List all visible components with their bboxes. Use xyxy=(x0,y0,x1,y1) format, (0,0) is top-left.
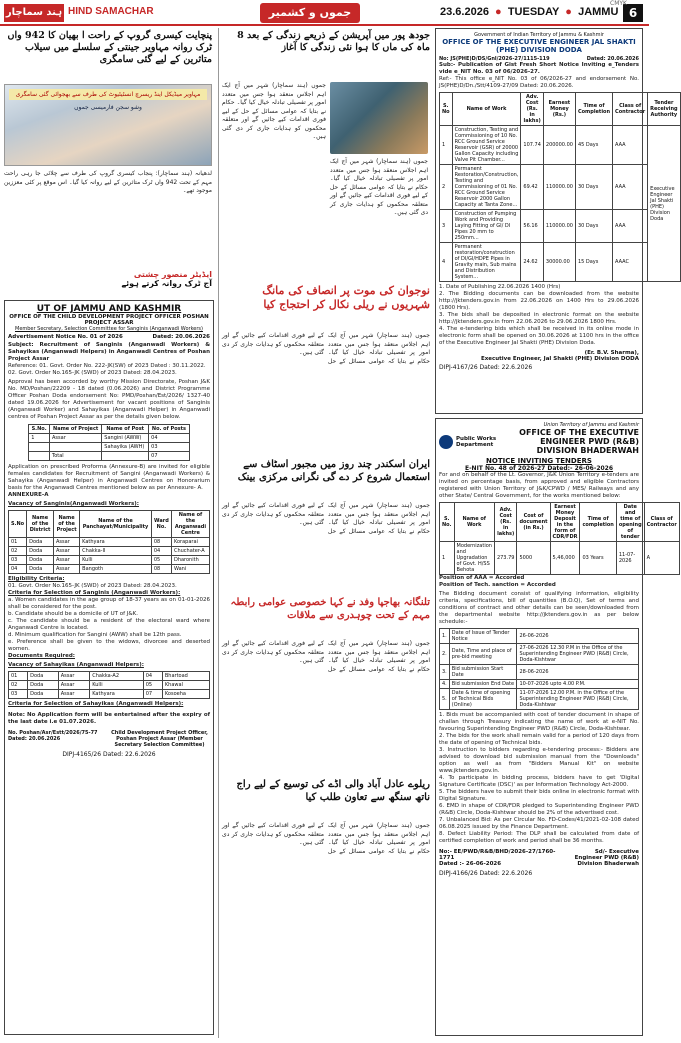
advt-ref1: Reference: 01. Govt. Order No. 222-JK(SW) of 2023 Dated : 30.11.2022. xyxy=(8,363,206,369)
table-row: 1 Assar Sangini (AWW) 04 xyxy=(29,434,190,443)
criteria-item: e. Preference shall be given to the widows, divorcee and deserted women. xyxy=(8,639,210,652)
pwd-no: No:- EE/PWD/R&B/BHD/2026-27/1760-1771 xyxy=(439,849,556,861)
js-table: S. No Name of Work Adv. Cost (Rs. in lakhs) Earnest Money (Rs.) Time of Completion Class of Contractor Tender Receiving Authority 1 Construction, Testing and Commissioning of 10 No. RCC Ground Service Reservoir (GSR) of 20000 Gallon Capacity including Valve Pit Chamber... 107.74 200000.00 45 Days AAA Executive Engineer Jal Shakti (PHE) Division Doda 2 Permanent Restoration/Construction, Testing and Commissioning of 01 No. RCC Ground Service Reservoir 2000 Gallon Capacity at Tanta Zone... 69.42 110000.00 30 Days AAA 3 Construction of Pumping Work and Providing Laying Fitting of GI/ DI Pipes 20 mm to 250mm... 56.16 110000.00 30 Days AAA 4 Permanent restoration/construction of DI/GI/HDPE Pipes in Gravity main, Sub mains and Distribution System... 24.62 30000.00 15 Days AAAC xyxy=(439,92,681,282)
left-top-headline: پنچایت کیسری گروپ کے راحت ا بھیان کا 942 واں ٹرک روانہ مہاویر جینتی کے سلسلے میں سیلاب متاثرین کے لیے گئی سامگری xyxy=(7,30,212,65)
date: 23.6.2026 xyxy=(440,6,489,18)
pwd-header xyxy=(439,428,639,455)
pwd-schedule xyxy=(439,628,639,710)
table1-header: S.No. xyxy=(29,425,50,434)
table-row: 4 Permanent restoration/construction of DI/GI/HDPE Pipes in Gravity main, Sub mains and Distribution System... 24.62 30000.00 15 Days AAAC xyxy=(440,243,681,282)
advt-annex: ANNEXURE-A xyxy=(8,492,49,498)
pwd-clause: 4. To participate in bidding process, bidders have to get 'Digital Signature Certificate (DSC)' as per Information Technology Act-2000. xyxy=(439,775,639,788)
js-sub: Sub:- Publication of Gist Fresh Short Notice Inviting e_Tenders vide e_NIT No. 03 of 06/2026-27. xyxy=(439,62,639,75)
js-note: 3. The bids shall be deposited in electronic format on the website http://jktenders.gov.in from 22.06.2026 to 29.06.2026 1800 Hrs. xyxy=(439,312,640,325)
pwd-dept: Public Works Department xyxy=(456,435,497,448)
cmyk-mark: CMYK xyxy=(610,0,627,7)
middle-body-5: جموں (ہند سماچار) شہر میں آج ایک اہم اجلاس منعقد ہوا جس میں متعدد امور پر تفصیلی تبادلہ خیال کیا گیا۔ حکام نے بتایا کہ عوامی مسائل کے حل کے لیے فوری اقدامات کیے جائیں گے اور متعلقہ محکموں کو ہدایات جاری کر دی گئی ہیں۔ xyxy=(222,822,430,855)
middle-headline-3: ایران اسکندر چند روز میں مجبور اسٹاف سے استعمال شروع کر دے گی نگرانی مرکزی بینک xyxy=(237,459,430,483)
section-title: جموں و کشمیر xyxy=(260,3,360,23)
pwd-clause: 7. Unbalanced Bid: As per Circular No. FD-Codes/41/2021-02-108 dated 06.08.2025 issued by the Finance Department. xyxy=(439,817,639,830)
paper-logo: ہند سماچار xyxy=(4,4,64,22)
vacancy2-head: Vacancy of Sahayikas (Anganwadi Helpers): xyxy=(8,662,144,668)
eligibility-ref: 01. Govt. Order No.165-JK (SWD) of 2023 Dated: 28.04.2023. xyxy=(8,583,177,589)
advt-dated: Dated: 20.06.2026 xyxy=(152,334,210,340)
vacancy-head: Vacancy of Sanginis(Anganwadi Workers): xyxy=(8,501,139,507)
advt-notice-no: Advertisement Notice No. 01 of 2026 xyxy=(8,334,123,340)
byline-block xyxy=(4,270,212,296)
advt-office: OFFICE OF THE CHILD DEVELOPMENT PROJECT OFFICER POSHAN PROJECT ASSAR xyxy=(9,314,209,326)
advt-sign: Child Development Project Officer, Poshan Project Assar (Member Secretary Selection Committee) xyxy=(111,730,208,748)
advt-date: Dated: 20.06.2026 xyxy=(8,736,61,742)
pwd-clause: 6. EMD in shape of CDR/FDR pledged to Superintending Engineer PWD (R&B) Circle, Doda-Kishtwar should be 2% of the advertised cost. xyxy=(439,803,639,816)
byline: ایڈیٹر منصور چشتی xyxy=(133,270,212,279)
paper-name: HIND SAMACHAR xyxy=(68,6,154,17)
criteria2-head: Criteria for Selection of Sahayikas (Anganwadi Helpers): xyxy=(8,701,184,707)
middle-headline-1: جودھ پور میں آپریشن کے ذریعے زندگی کے بعد 8 ماہ کی ماں کا ہوا نئی زندگی کا آغاز xyxy=(237,30,430,53)
table-row: 02 Doda Assar Kulli 05 Khawal xyxy=(9,681,210,690)
table-row: 2 Permanent Restoration/Construction, Testing and Commissioning of 01 No. RCC Ground Service Reservoir 2000 Gallon Capacity at Tanta Zone... 69.42 110000.00 30 Days AAA xyxy=(440,165,681,210)
column-divider xyxy=(218,28,219,1038)
js-note: 2. The Bidding documents can be downloaded from the website http://jktenders.gov.in from 22.06.2026 on 1400 Hrs to 29.06.2026 (1800 Hrs). xyxy=(439,291,639,311)
docs-head: Documents Required: xyxy=(8,653,75,659)
pwd-gov: Union Territory of Jammu and Kashmir xyxy=(543,422,639,428)
middle-headline-4: تلنگانہ بھاجپا وفد نے کہا خصوصی عوامی رابطہ مہم کے تحت چوہدری سے ملاقات xyxy=(230,597,430,621)
table-row: 1. Date of Issue of Tender Notice 26-06-2026 xyxy=(440,629,639,644)
pos-funds: Position of Tech. sanction = Accorded xyxy=(439,582,556,588)
advt-ref2: 02. Govt. Order No.165-JK (SWD) of 2023 Dated: 28.04.2023. xyxy=(8,370,177,376)
pwd-advertisement xyxy=(435,418,677,1036)
pwd-dated: Dated :- 26-06-2026 xyxy=(439,861,502,867)
pwd-dipj: DIPJ-4166/26 Dated: 22.6.2026 xyxy=(439,870,533,877)
left-top-body: لدھیانہ (ہند سماچار): پنجاب کیسری گروپ کی طرف سے چلائی جا رہی راحت مہم کے تحت 942 واں ٹرک متاثرین کے لیے روانہ کیا گیا۔ اس موقع پر کئی معززین موجود تھے۔ xyxy=(4,170,212,194)
advt-para1: Approval has been accorded by worthy Mission Directorate, Poshan J&K No. MD/Poshan/22209 - 18 dated (0.06.2026) and District Programme Officer Poshan Doda endorsement No: PMD/Poshan/Est/2026/ 1327-40 dated 19.06.2026 for Advertisement for vacant positions of Sanginis (Anganwadi Worker) and Sahayikas (Anganwadi Helper) in Anganwadi centres of Poshan Project Assar as per the details given below. xyxy=(8,379,210,420)
js-office: OFFICE OF THE EXECUTIVE ENGINEER JAL SHAKTI (PHE) DIVISION DODA xyxy=(442,38,636,54)
js-no-row: No: JS(PHE)D/DS/Gnl/2026-27/1115-119 Dated: 20.06.2026 xyxy=(439,56,639,62)
table-row: 02 Doda Assar Chakka-II 04 Chuchater-A xyxy=(9,547,210,556)
criteria-item: a. Women candidates in the age group of 18-37 years as on 01-01-2026 shall be considered for the post. xyxy=(8,597,210,610)
nit-no: E-NIT No. 48 of 2026-27 Dated:- 26-06-2026 xyxy=(464,465,614,472)
pwd-intro: For and on behalf of the Lt. Governor, J&K Union Territory e-tenders are invited on percentage basis, from approved and eligible Contractors registered with Union Territory of J&K/CPWD / MES/ Railways and any other State/ Central Government, for the works mentioned below: xyxy=(439,472,639,499)
photo-caption: وشو سجن فارمیسی جموں xyxy=(74,104,142,111)
table-row: 5. Date & time of opening of Technical Bids (Online) 11-07-2026 12.00 P.M. in the Office of the Superintending Engineer PWD (R&B) Circle, Doda-Kishtwar xyxy=(440,689,639,710)
table1-header: Name of Project xyxy=(50,425,102,434)
middle-headline-2: نوجوان کی موت پر انصاف کی مانگ شہریوں نے ریلی نکال کر احتجاج کیا xyxy=(262,284,430,311)
pwd-office: OFFICE OF THE EXECUTIVE ENGINEER PWD (R&B) DIVISION BHADERWAH xyxy=(519,428,639,455)
pwd-clause: 2. The bids for the work shall remain valid for a period of 120 days from the date of opening of Technical bids. xyxy=(439,733,640,746)
table-row: 04 Doda Assar Bangoth 08 Wani xyxy=(9,565,210,574)
pwd-sign: Sd/- Executive Engineer PWD (R&B) Division Bhaderwah xyxy=(574,849,639,867)
cdpo-advertisement xyxy=(4,300,214,1035)
js-note: 4. The e-tendering bids which shall be received in its online mode in electronic form shall be opened on 30.06.2026 at 1100 hrs in the office of the Executive Engineer Jal Shakti (PHE) Division Doda. xyxy=(439,326,640,346)
pwd-clause: 1. Bids must be accompanied with cost of tender document in shape of challan through Treasury indicating the name of work at e-NIT No. favouring Superintending Engineer PWD (R&B) Circle, Doda-Kishtwar. xyxy=(439,712,640,732)
pwd-clause: 5. The bidders have to submit their bids online in electronic format with Digital Signature. xyxy=(439,789,639,802)
advt-table2: S.No Name of the District Name of the Project Name of the Panchayat/Municipality Ward No. Name of the Anganwadi Centre 01 Doda Assar Kathyara 08 Koraparai 02 Doda Assar Chakka-II 04 Chuchater-A 03 Doda Assar Kulli 05 Dharonith 04 Doda Assar Bangoth 08 Wani xyxy=(8,510,210,574)
advt-table3 xyxy=(8,671,210,699)
relief-photo xyxy=(4,84,212,166)
table-row: 3 Construction of Pumping Work and Providing Laying Fitting of GI/ DI Pipes 20 mm to 250mm... 56.16 110000.00 30 Days AAA xyxy=(440,210,681,243)
criteria-item: c. The candidate should be a resident of the electoral ward where Anganwadi Centre is located. xyxy=(8,618,210,631)
pwd-clause: 8. Defect Liability Period: The DLP shall be calculated from date of certified completion of work and period shall be 36 months. xyxy=(439,831,640,844)
table1-header: No. of Posts xyxy=(149,425,190,434)
surgery-photo xyxy=(330,82,428,154)
eligibility-head: Eligibility Criteria: xyxy=(8,576,65,582)
criteria-item: b. Candidate should be a domicile of UT of J&K. xyxy=(8,611,139,617)
middle-body-3: جموں (ہند سماچار) شہر میں آج ایک اہم اجلاس منعقد ہوا جس میں متعدد امور پر تفصیلی تبادلہ خیال کیا گیا۔ حکام نے بتایا کہ عوامی مسائل کے حل کے لیے فوری اقدامات کیے جائیں گے اور متعلقہ محکموں کو ہدایات جاری کر دی گئی ہیں۔ xyxy=(222,502,430,535)
page-number: 6 xyxy=(623,4,643,22)
pwd-emblem-icon xyxy=(439,435,453,449)
criteria-item: d. Minimum qualification for Sangini (AWW) shall be 12th pass. xyxy=(8,632,182,638)
nit-title: NOTICE INVITING TENDERS xyxy=(486,457,592,465)
table-row: 01 Doda Assar Chakka-A2 04 Bhartoad xyxy=(9,672,210,681)
byline-sub: آج ٹرک روانہ کرتے ہوئے xyxy=(121,279,212,288)
advt-dipj: DIPJ-4165/26 Dated: 22.6.2026 xyxy=(62,751,156,758)
js-sign: (Er. B.V. Sharma), Executive Engineer, Jal Shakti (PHE) Division DODA xyxy=(480,350,639,362)
table-row: 03 Doda Assar Kathyara 07 Kosoeha xyxy=(9,690,210,699)
table-row: 4. Bid submission End Date 10-07-2026 upto 4.00 P.M. xyxy=(440,680,639,689)
middle-headline-5: ریلوے عادل آباد والی اڈے کی توسیع کے لیے راج ناتھ سنگھ سے تعاون طلب کیا xyxy=(236,779,430,803)
js-gov: Government of Indian Territory of Jammu & Kashmir xyxy=(474,32,604,38)
table-row: 1 Modernization and Upgradation of Govt. H/SS Behota 273.79 5000 5,46,000 03 Years 11-07-2026 A xyxy=(440,542,680,575)
date-line: 23.6.2026 ● TUESDAY ● JAMMU xyxy=(440,6,619,18)
table1-header: Name of Post xyxy=(102,425,149,434)
advt-member: Member Secretary, Selection Committee for Sanginis (Anganwadi Workers) xyxy=(15,326,203,332)
advt-footer xyxy=(8,730,210,748)
middle-body-4: جموں (ہند سماچار) شہر میں آج ایک اہم اجلاس منعقد ہوا جس میں متعدد امور پر تفصیلی تبادلہ خیال کیا گیا۔ حکام نے بتایا کہ عوامی مسائل کے حل کے لیے فوری اقدامات کیے جائیں گے اور متعلقہ محکموں کو ہدایات جاری کر دی گئی ہیں۔ xyxy=(222,640,430,673)
photo-sub: مہاویر میڈیکل اینڈ ریسرچ انسٹیٹیوٹ کی طرف سے بھجوائی گئی سامگری xyxy=(9,89,207,100)
pwd-body: The Bidding document consist of qualifying information, eligibility criteria, specifications, bill of quantities (B.O.Q), Set of terms and conditions of contract and other details can be seen/downloaded from the departmental website http://jktenders.gov.in as per below schedule:- xyxy=(439,591,639,625)
js-note: 1. Date of Publishing 22.06.2026 1400 (Hrs) xyxy=(439,284,561,290)
table-row: Sahayika (AWH) 03 xyxy=(29,443,190,452)
pwd-clause: 3. Instruction to bidders regarding e-tendering process:- Bidders are advised to download bid submission manual from the "Downloads" option as well as from "Bidders Manual Kit" on website www.jktenders.gov.in. xyxy=(439,747,640,774)
advt-table1 xyxy=(28,424,190,461)
js-dipj: DIPJ-4167/26 Dated: 22.6.2026 xyxy=(439,364,533,371)
middle-body-1: جموں (ہند سماچار) شہر میں آج ایک اہم اجلاس منعقد ہوا جس میں متعدد امور پر تفصیلی تبادلہ خیال کیا گیا۔ حکام نے بتایا کہ عوامی مسائل کے حل کے لیے فوری اقدامات کیے جائیں گے اور متعلقہ محکموں کو ہدایات جاری کر دی گئی ہیں۔ xyxy=(222,82,326,140)
middle-body-2: جموں (ہند سماچار) شہر میں آج ایک اہم اجلاس منعقد ہوا جس میں متعدد امور پر تفصیلی تبادلہ خیال کیا گیا۔ حکام نے بتایا کہ عوامی مسائل کے حل کے لیے فوری اقدامات کیے جائیں گے اور متعلقہ محکموں کو ہدایات جاری کر دی گئی ہیں۔ xyxy=(222,332,430,365)
city: JAMMU xyxy=(578,6,619,18)
table-row: 3. Bid submission Start Date 28-06-2026 xyxy=(440,665,639,680)
table-row: 01 Doda Assar Kathyara 08 Koraparai xyxy=(9,538,210,547)
table-row: 2. Date, Time and place of pre-bid meeting 27-06-2026 12.30 P.M in the Office of the Superintending Engineer PWD (R&B) Circle, Doda-Kishtwar xyxy=(440,644,639,665)
advt-no: No. Poshan/Asr/Estt/2026/75-77 xyxy=(8,730,98,736)
day: TUESDAY xyxy=(507,6,560,18)
advt-para2: Application on prescribed Proforma (Annexure-B) are invited for eligible females candidates for Recruitment of Sangini (Anganwadi Workers) & Sahayika (Anganwadi Helper) in Anganwadi Centres on Honorarium basis for the Anganwadi Centres mentioned below as per Annexure- A. xyxy=(8,464,210,491)
table-row: 1 Construction, Testing and Commissioning of 10 No. RCC Ground Service Reservoir (GSR) of 20000 Gallon Capacity including Valve Pit Chamber... 107.74 200000.00 45 Days AAA Executive Engineer Jal Shakti (PHE) Division Doda xyxy=(440,126,681,165)
criteria-head: Criteria for Selection of Sanginis (Anganwadi Workers): xyxy=(8,590,181,596)
jal-shakti-advertisement xyxy=(435,28,678,414)
table-row: Total 07 xyxy=(29,452,190,461)
pos-aaa: Position of AAA = Accorded xyxy=(439,575,525,581)
table-row: 03 Doda Assar Kulli 05 Dharonith xyxy=(9,556,210,565)
pwd-table: S. No. Name of Work Adv. Cost (Rs. in lakhs) Cost of document (in Rs.) Earnest Money Deposit in the form of CDR/FDR Time of completion Date and time of opening of tender Class of Contractor 1 Modernization and Upgradation of Govt. H/SS Behota 273.79 5000 5,46,000 03 Years 11-07-2026 A xyxy=(439,502,680,575)
js-ref: Ref:- This office e_NIT No. 03 of 06/2026-27 and endorsement No. JS(PHE)D/Dn./Stt/4109-27/09 Dated: 20.06.2026. xyxy=(439,76,639,89)
advt-note: Note: No Application form will be entertained after the expiry of the last date i.e 01.07.2026. xyxy=(8,712,210,725)
middle-body-1b: جموں (ہند سماچار) شہر میں آج ایک اہم اجلاس منعقد ہوا جس میں متعدد امور پر تفصیلی تبادلہ خیال کیا گیا۔ حکام نے بتایا کہ عوامی مسائل کے حل کے لیے فوری اقدامات کیے جائیں گے اور متعلقہ محکموں کو ہدایات جاری کر دی گئی ہیں۔ xyxy=(330,158,428,216)
pwd-footer xyxy=(439,849,639,867)
advt-subject: Subject: Recruitment of Sanginis (Anganwadi Workers) & Sahayikas (Anganwadi Helpers) in Anganwadi Centres of Poshan Project Assar xyxy=(8,342,210,362)
advt-notice-row xyxy=(8,334,210,340)
advt-title: UT OF JAMMU AND KASHMIR xyxy=(36,304,182,314)
